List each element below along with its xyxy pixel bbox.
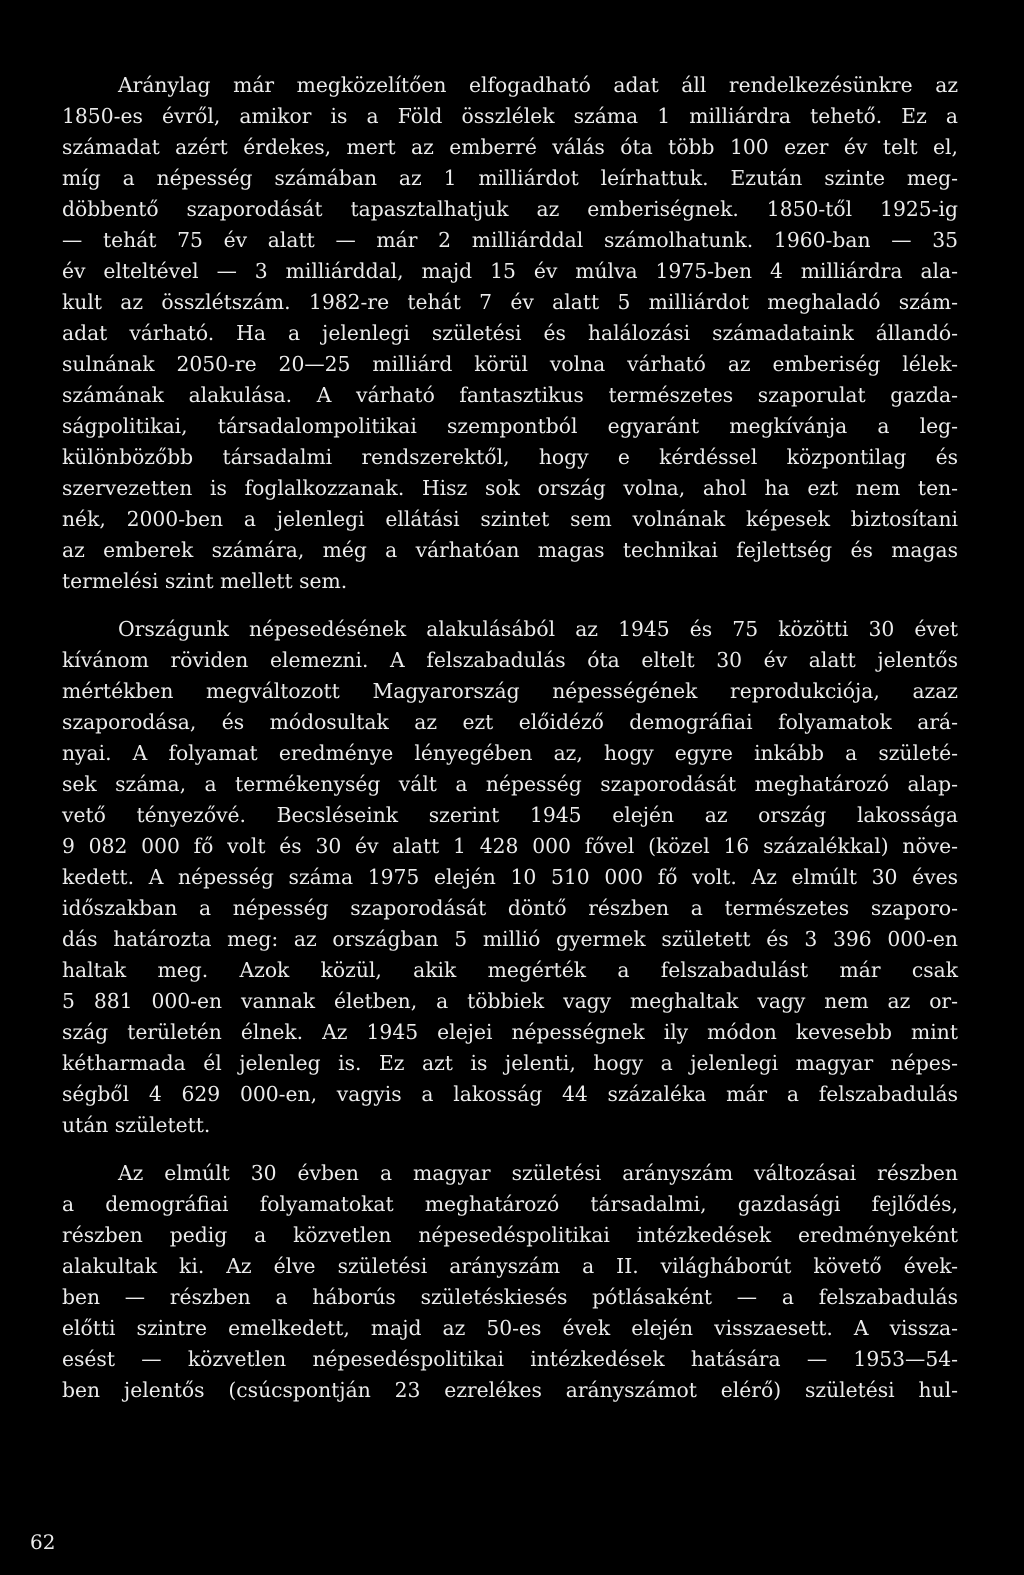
text-line: nyai. A folyamat eredménye lényegében az, hogy egyre inkább a születé- — [62, 741, 958, 765]
text-line: 5 881 000-en vannak életben, a többiek vagy meghaltak vagy nem az or- — [62, 989, 958, 1013]
text-line: kívánom röviden elemezni. A felszabadulás óta eltelt 30 év alatt jelentős — [62, 648, 958, 672]
text-line: haltak meg. Azok közül, akik megérték a felszabadulást már csak — [62, 958, 958, 982]
text-line: 1850-es évről, amikor is a Föld összlélek száma 1 milliárdra tehető. Ez a — [62, 104, 958, 128]
text-line: sek száma, a termékenység vált a népesség szaporodását meghatározó alap- — [62, 772, 958, 796]
text-line: a demográfiai folyamatokat meghatározó társadalmi, gazdasági fejlődés, — [62, 1192, 958, 1216]
paragraph-3 — [62, 1158, 958, 1406]
text-line: kedett. A népesség száma 1975 elején 10 510 000 fő volt. Az elmúlt 30 éves — [62, 865, 958, 889]
text-line: 9 082 000 fő volt és 30 év alatt 1 428 000 fővel (közel 16 százalékkal) növe- — [62, 834, 958, 858]
text-line: nék, 2000-ben a jelenlegi ellátási szintet sem volnának képesek biztosítani — [62, 507, 958, 531]
text-line: különbözőbb társadalmi rendszerektől, hogy e kérdéssel központilag és — [62, 445, 958, 469]
text-line: sulnának 2050-re 20—25 milliárd körül volna várható az emberiség lélek- — [62, 352, 958, 376]
text-line: alakultak ki. Az élve születési arányszám a II. világháborút követő évek- — [62, 1254, 958, 1278]
text-line: dás határozta meg: az országban 5 millió gyermek született és 3 396 000-en — [62, 927, 958, 951]
text-line: számának alakulása. A várható fantasztikus természetes szaporulat gazda- — [62, 383, 958, 407]
text-line: — tehát 75 év alatt — már 2 milliárddal számolhatunk. 1960-ban — 35 — [62, 228, 958, 252]
text-line: előtti szintre emelkedett, majd az 50-es évek elején visszaesett. A vissza- — [62, 1316, 958, 1340]
page-text — [62, 70, 958, 1423]
text-line: ságpolitikai, társadalompolitikai szempontból egyaránt megkívánja a leg- — [62, 414, 958, 438]
paragraph-1 — [62, 70, 958, 597]
text-line: szaporodása, és módosultak az ezt előidéző demográfiai folyamatok ará- — [62, 710, 958, 734]
text-line: számadat azért érdekes, mert az emberré válás óta több 100 ezer év telt el, — [62, 135, 958, 159]
text-line: ben — részben a háborús születéskiesés pótlásaként — a felszabadulás — [62, 1285, 958, 1309]
paragraph-2 — [62, 614, 958, 1141]
page-number: 62 — [30, 1530, 56, 1554]
text-line: Aránylag már megközelítően elfogadható adat áll rendelkezésünkre az — [118, 73, 958, 97]
text-line: kétharmada él jelenleg is. Ez azt is jelenti, hogy a jelenlegi magyar népes- — [62, 1051, 958, 1075]
text-line: szág területén élnek. Az 1945 elejei népességnek ily módon kevesebb mint — [62, 1020, 958, 1044]
text-line: év elteltével — 3 milliárddal, majd 15 év múlva 1975-ben 4 milliárdra ala- — [62, 259, 958, 283]
text-line: döbbentő szaporodását tapasztalhatjuk az emberiségnek. 1850-től 1925-ig — [62, 197, 958, 221]
text-line: adat várható. Ha a jelenlegi születési és halálozási számadataink állandó- — [62, 321, 958, 345]
text-line: termelési szint mellett sem. — [62, 569, 348, 593]
text-line: kult az összlétszám. 1982-re tehát 7 év alatt 5 milliárdot meghaladó szám- — [62, 290, 958, 314]
text-line: ben jelentős (csúcspontján 23 ezrelékes arányszámot elérő) születési hul- — [62, 1378, 958, 1402]
text-line: részben pedig a közvetlen népesedéspolitikai intézkedések eredményeként — [62, 1223, 958, 1247]
text-line: az emberek számára, még a várhatóan magas technikai fejlettség és magas — [62, 538, 958, 562]
text-line: szervezetten is foglalkozzanak. Hisz sok ország volna, ahol ha ezt nem ten- — [62, 476, 958, 500]
text-line: időszakban a népesség szaporodását döntő részben a természetes szaporo- — [62, 896, 958, 920]
text-line: Az elmúlt 30 évben a magyar születési arányszám változásai részben — [118, 1161, 958, 1185]
text-line: míg a népesség számában az 1 milliárdot leírhattuk. Ezután szinte meg- — [62, 166, 958, 190]
text-line: esést — közvetlen népesedéspolitikai intézkedések hatására — 1953—54- — [62, 1347, 958, 1371]
text-line: után született. — [62, 1113, 211, 1137]
text-line: ségből 4 629 000-en, vagyis a lakosság 44 százaléka már a felszabadulás — [62, 1082, 958, 1106]
text-line: Országunk népesedésének alakulásából az 1945 és 75 közötti 30 évet — [118, 617, 958, 641]
text-line: vető tényezővé. Becsléseink szerint 1945 elején az ország lakossága — [62, 803, 958, 827]
text-line: mértékben megváltozott Magyarország népességének reprodukciója, azaz — [62, 679, 958, 703]
